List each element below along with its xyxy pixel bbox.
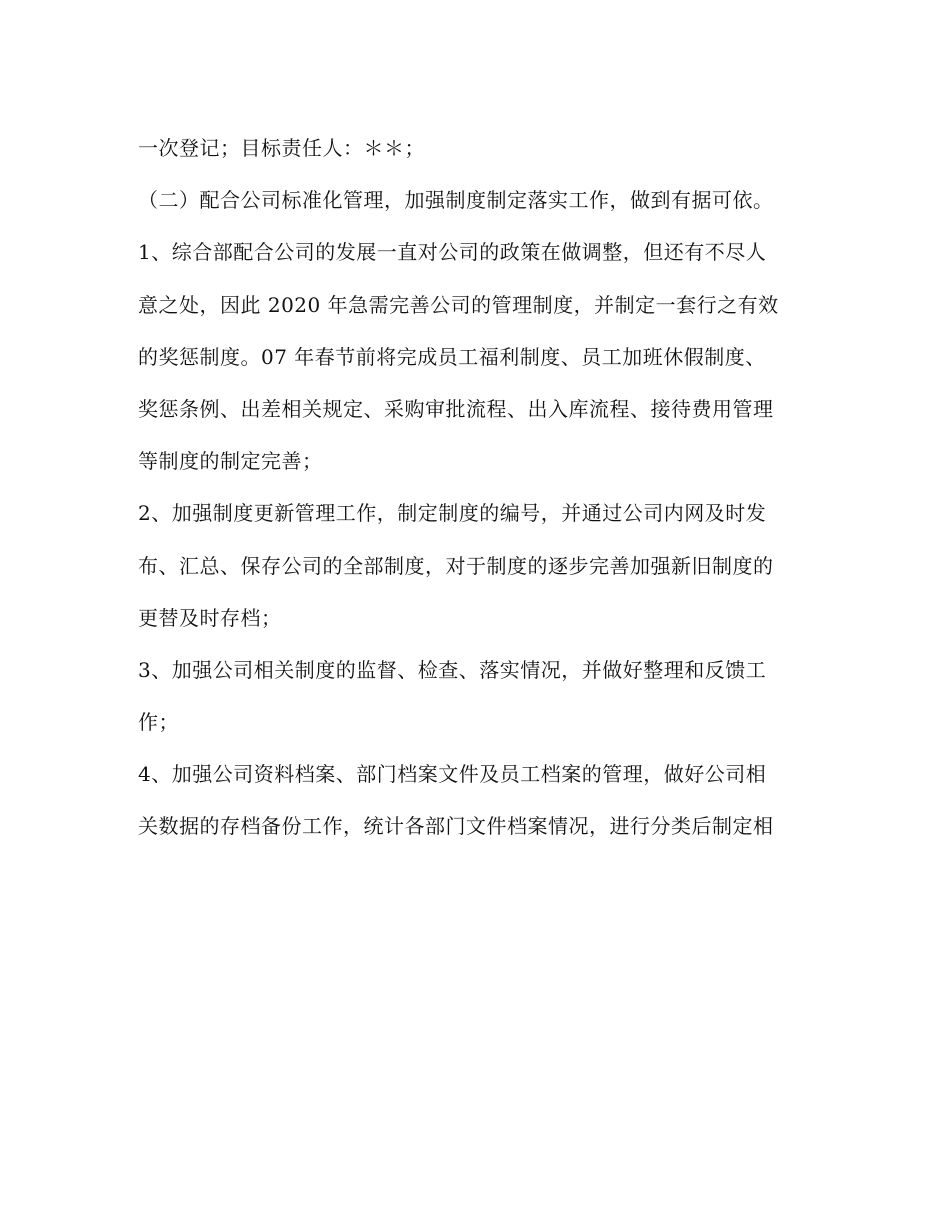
text-line: 的奖惩制度。07 年春节前将完成员工福利制度、员工加班休假制度、: [138, 344, 766, 369]
text-line: 作；: [138, 710, 179, 735]
text-line: 更替及时存档；: [138, 605, 282, 630]
text-line: 布、汇总、保存公司的全部制度，对于制度的逐步完善加强新旧制度的: [138, 553, 774, 578]
text-line: 等制度的制定完善；: [138, 449, 323, 474]
text-line: 关数据的存档备份工作，统计各部门文件档案情况，进行分类后制定相: [138, 814, 774, 839]
text-line: 4、加强公司资料档案、部门档案文件及员工档案的管理，做好公司相: [138, 762, 767, 787]
text-line: 2、加强制度更新管理工作，制定制度的编号，并通过公司内网及时发: [138, 501, 767, 526]
text-line: 3、加强公司相关制度的监督、检查、落实情况，并做好整理和反馈工: [138, 657, 767, 682]
section-heading: （二）配合公司标准化管理，加强制度制定落实工作，做到有据可依。: [138, 188, 774, 213]
text-line: 奖惩条例、出差相关规定、采购审批流程、出入库流程、接待费用管理: [138, 396, 774, 421]
text-line: 意之处，因此 2020 年急需完善公司的管理制度，并制定一套行之有效: [138, 292, 779, 317]
document-body: [138, 122, 818, 853]
text-line: 1、综合部配合公司的发展一直对公司的政策在做调整，但还有不尽人: [138, 240, 767, 265]
text-line: 一次登记；目标责任人：＊＊；: [138, 136, 425, 160]
